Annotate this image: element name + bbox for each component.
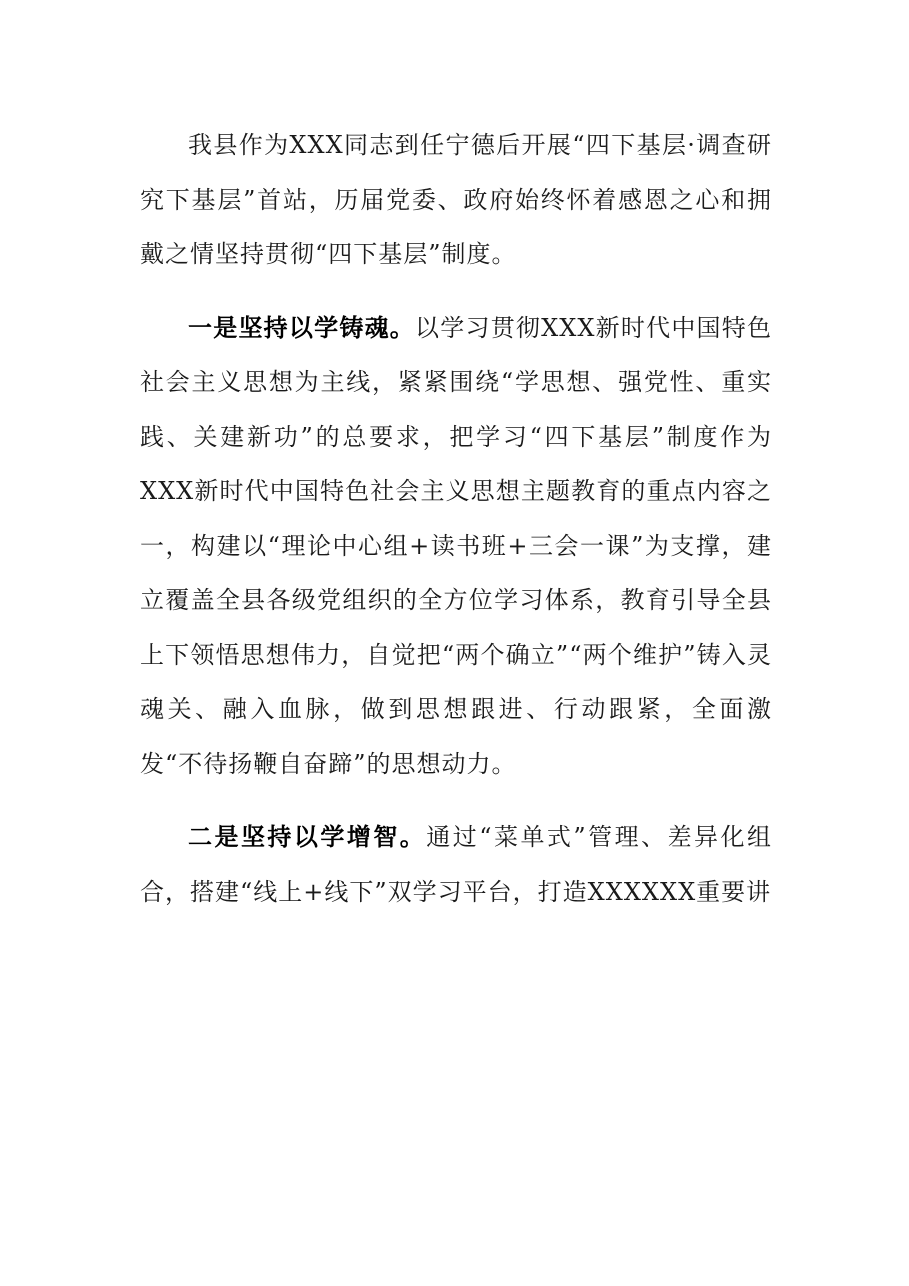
paragraph-text: 通过“菜单式”管理、差异化组合，搭建“线上+线下”双学习平台，打造XXXXXX重要讲 <box>140 823 772 906</box>
paragraph-text: 我县作为XXX同志到任宁德后开展“四下基层·调查研究下基层”首站，历届党委、政府始终怀着感恩之心和拥戴之情坚持贯彻“四下基层”制度。 <box>140 131 772 268</box>
document-body <box>140 118 772 938</box>
paragraph-intro <box>140 118 772 282</box>
paragraph-point-two <box>140 810 772 919</box>
paragraph-text: 以学习贯彻XXX新时代中国特色社会主义思想为主线，紧紧围绕“学思想、强党性、重实践、关建新功”的总要求，把学习“四下基层”制度作为XXX新时代中国特色社会主义思想主题教育的重点内容之一，构建以“理论中心组+读书班+三会一课”为支撑，建立覆盖全县各级党组织的全方位学习体系，教育引导全县上下领悟思想伟力，自觉把“两个确立”“两个维护”铸入灵魂关、融入血脉，做到思想跟进、行动跟紧，全面激发“不待扬鞭自奋蹄”的思想动力。 <box>140 313 772 778</box>
paragraph-point-one <box>140 301 772 792</box>
paragraph-lead: 一是坚持以学铸魂。 <box>188 312 416 342</box>
paragraph-lead: 二是坚持以学增智。 <box>188 822 427 851</box>
